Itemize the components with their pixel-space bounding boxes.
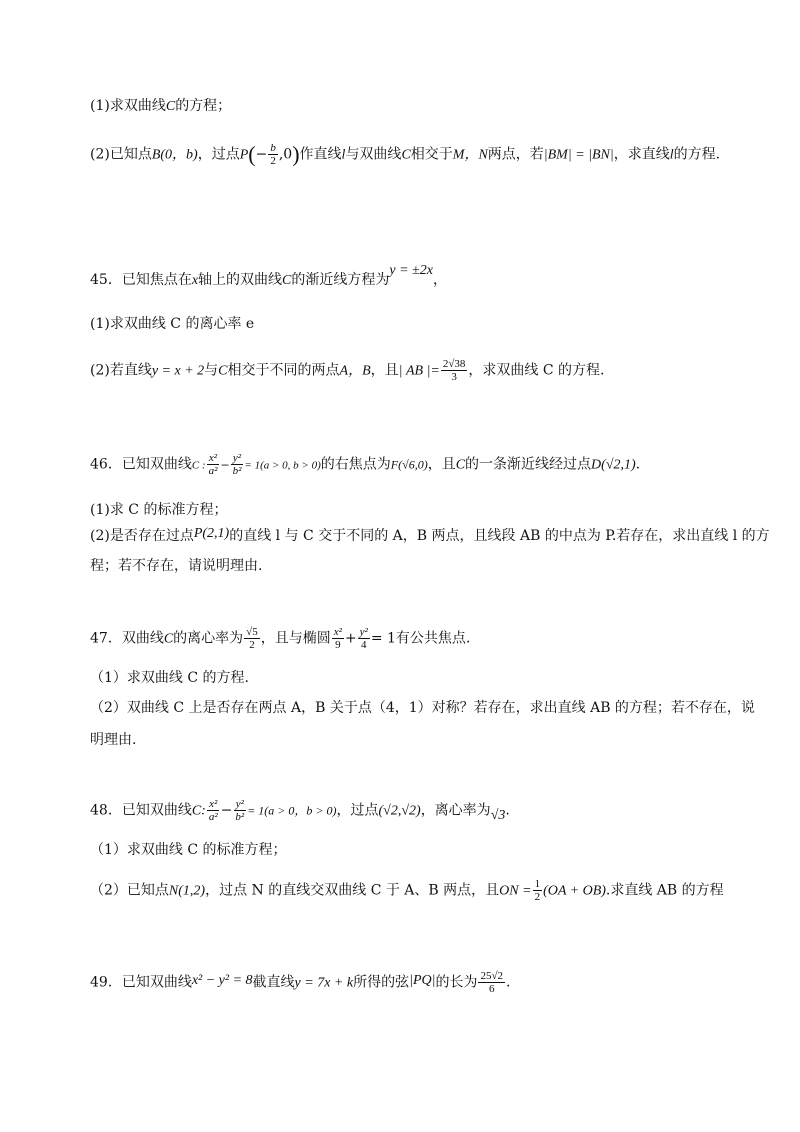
numerator: 25√2 <box>480 970 503 982</box>
text: (2)是否存在过点 <box>90 528 194 544</box>
math: |BM| = |BN| <box>543 147 614 163</box>
math: = 1(a > 0, b > 0) <box>244 459 321 472</box>
denominator: 3 <box>451 371 457 383</box>
math: C : <box>191 459 206 472</box>
numerator: x² <box>333 626 342 638</box>
text: 49．已知双曲线 <box>90 974 192 991</box>
math: P(2,1) <box>193 526 230 541</box>
math: ON = <box>499 883 532 899</box>
text: 轴上的双曲线 <box>198 272 283 288</box>
text: 相交于不同的两点 <box>227 362 340 379</box>
numerator: y² <box>235 798 244 810</box>
denominator: 2 <box>270 155 276 167</box>
q45-part2 <box>90 358 604 383</box>
text: ，过点 <box>197 146 240 163</box>
text: ，且 <box>370 362 399 379</box>
math: | AB |= <box>398 363 440 379</box>
text: 所得的弦 <box>353 974 410 991</box>
numerator: y² <box>232 452 242 464</box>
math: C <box>455 457 466 473</box>
math: y = 7x + k <box>294 975 354 991</box>
math: |PQ| <box>409 972 436 988</box>
math: F(√6,0) <box>390 457 428 472</box>
text: . <box>635 456 641 473</box>
q44-part1 <box>90 96 231 117</box>
text: (1)求双曲线 C 的离心率 e <box>90 316 255 332</box>
denominator: 2 <box>534 891 541 903</box>
text: 的直线 l 与 C 交于不同的 A，B 两点，且线段 AB 的中点为 P.若存在，求出直线 l 的方 <box>229 528 770 544</box>
q47-stem: 47．双曲线C的离心率为 $\frac{√5}{2}$ ，且与椭圆 $\frac{\text{x²}}{9}$ + $\frac{\text{y²}}{4}$ = 1有公共焦点. <box>90 626 471 651</box>
text: 47．双曲线 <box>90 630 164 647</box>
text: . <box>505 802 510 819</box>
math: A，B <box>339 363 371 379</box>
math: C <box>282 273 292 288</box>
text: (1)求双曲线 <box>90 98 166 114</box>
q48-part1 <box>90 840 287 860</box>
fraction <box>231 452 244 477</box>
q46-stem: 46．已知双曲线C : $\frac{\text{x²}}{\text{a²}}$ − $\frac{\text{y²}}{\text{b²}}$ = 1(a > 0, b > 0)的右焦点为F(√6,0)，且C的一条渐近线经过点D(√2,1). <box>90 452 641 477</box>
math: √3 <box>490 807 506 823</box>
text: .求直线 AB 的方程 <box>605 882 724 899</box>
math: C: <box>191 803 206 819</box>
text: 有公共焦点. <box>395 630 471 647</box>
numerator: 2√38 <box>442 358 466 370</box>
text: (1)求 C 的标准方程； <box>90 502 228 518</box>
q48-part2 <box>90 878 724 903</box>
math: C <box>163 631 174 647</box>
q49-stem <box>90 970 510 995</box>
denominator: 9 <box>335 639 341 651</box>
text: 两点，若 <box>487 146 544 163</box>
math: y = x + 2 <box>151 363 205 379</box>
q46-part2-line2 <box>90 556 262 576</box>
text: 的方程. <box>673 146 721 163</box>
text: ，且与椭圆 <box>260 630 331 647</box>
denominator: 2 <box>249 639 255 651</box>
math: = 1(a > 0，b > 0) <box>247 803 337 818</box>
math: (OA + OB) <box>543 883 606 899</box>
text: (2)已知点 <box>90 146 152 163</box>
numerator: 1 <box>534 878 541 890</box>
fraction <box>358 626 370 651</box>
text: ，离心率为 <box>420 802 491 819</box>
math: l <box>341 147 346 163</box>
text: 的方程； <box>175 98 232 114</box>
math: x² − y² = 8 <box>191 972 253 988</box>
math: = 1 <box>370 630 396 647</box>
paren: ) <box>292 141 300 167</box>
text: 截直线 <box>252 974 295 991</box>
denominator: b² <box>235 811 245 823</box>
text: （2）已知点 <box>90 882 169 899</box>
math: (√2,√2) <box>378 803 421 819</box>
text: （2）双曲线 C 上是否存在两点 A，B 关于点（4，1）对称？若存在，求出直线 AB 的方程；若不存在，说 <box>90 700 755 716</box>
numerator: x² <box>208 452 218 464</box>
q48-stem: 48．已知双曲线C: $\frac{\text{x²}}{\text{a²}}$ − $\frac{\text{y²}}{\text{b²}}$ = 1(a > 0，b > 0)，过点(√2,√2)，离心率为√3. <box>90 798 510 823</box>
text: 48．已知双曲线 <box>90 802 192 819</box>
text: 的渐近线方程为 <box>291 272 390 288</box>
math: y = ±2x <box>389 263 433 278</box>
denominator: b² <box>232 465 242 477</box>
text: （1）求双曲线 C 的标准方程； <box>90 842 287 858</box>
paren: ( <box>248 141 256 167</box>
text: ，过点 N 的直线交双曲线 C 于 A、B 两点，且 <box>205 882 500 899</box>
fraction <box>207 452 220 477</box>
q46-part1 <box>90 500 227 520</box>
text: 的离心率为 <box>173 630 244 647</box>
fraction <box>478 970 505 995</box>
math: C <box>401 147 411 163</box>
fraction <box>268 142 278 167</box>
q47-part2-line1 <box>90 698 755 718</box>
q46-part2-line1 <box>90 526 770 547</box>
text: 的一条渐近线经过点 <box>465 456 592 473</box>
text: ，过点 <box>336 802 379 819</box>
fraction <box>332 626 344 651</box>
text: ，求双曲线 C 的方程. <box>468 362 605 379</box>
text: 相交于 <box>410 146 453 163</box>
text: ，求直线 <box>613 146 670 163</box>
text: . <box>506 974 511 991</box>
fraction <box>233 798 246 823</box>
q47-part1 <box>90 668 249 688</box>
denominator: 4 <box>360 639 367 651</box>
text: ，且 <box>427 456 456 473</box>
denominator: 6 <box>488 983 495 995</box>
q47-part2-line2 <box>90 730 136 750</box>
text: (2)若直线 <box>90 362 152 379</box>
text: 与 <box>204 362 219 379</box>
fraction <box>533 878 543 903</box>
math: N(1,2) <box>168 883 206 899</box>
text: 46．已知双曲线 <box>90 456 192 473</box>
point-b: B(0，b) <box>151 147 198 163</box>
numerator: x² <box>209 798 218 810</box>
text: 作直线 <box>299 146 342 163</box>
text: 明理由. <box>90 732 137 748</box>
numerator: y² <box>359 626 368 638</box>
fraction <box>207 798 220 823</box>
denominator: a² <box>208 811 218 823</box>
fraction <box>244 626 260 651</box>
text: 的长为 <box>435 974 478 991</box>
math: C <box>165 99 176 114</box>
fraction <box>441 358 468 383</box>
text: 与双曲线 <box>345 146 402 163</box>
math: D(√2,1) <box>591 457 636 473</box>
math: M，N <box>452 147 488 163</box>
q45-stem <box>90 263 447 291</box>
text: ， <box>432 272 447 288</box>
text: （1）求双曲线 C 的方程. <box>90 670 249 686</box>
text: 的右焦点为 <box>320 456 391 473</box>
denominator: a² <box>208 465 218 477</box>
text: 45．已知焦点在 <box>90 272 192 288</box>
math: x <box>191 273 199 288</box>
q44-part2: (2)已知点B(0，b)，过点P(− $\frac{b}{2}$ ,0)作直线l与双曲线C相交于M，N两点，若|BM| = |BN|，求直线l的方程. <box>90 141 721 167</box>
numerator: b <box>270 142 276 154</box>
math: C <box>218 363 228 379</box>
text: 程；若不存在，请说明理由. <box>90 558 263 574</box>
q45-part1 <box>90 314 254 334</box>
math: l <box>669 147 674 163</box>
point-p: P <box>239 147 249 163</box>
numerator: √5 <box>246 626 258 638</box>
